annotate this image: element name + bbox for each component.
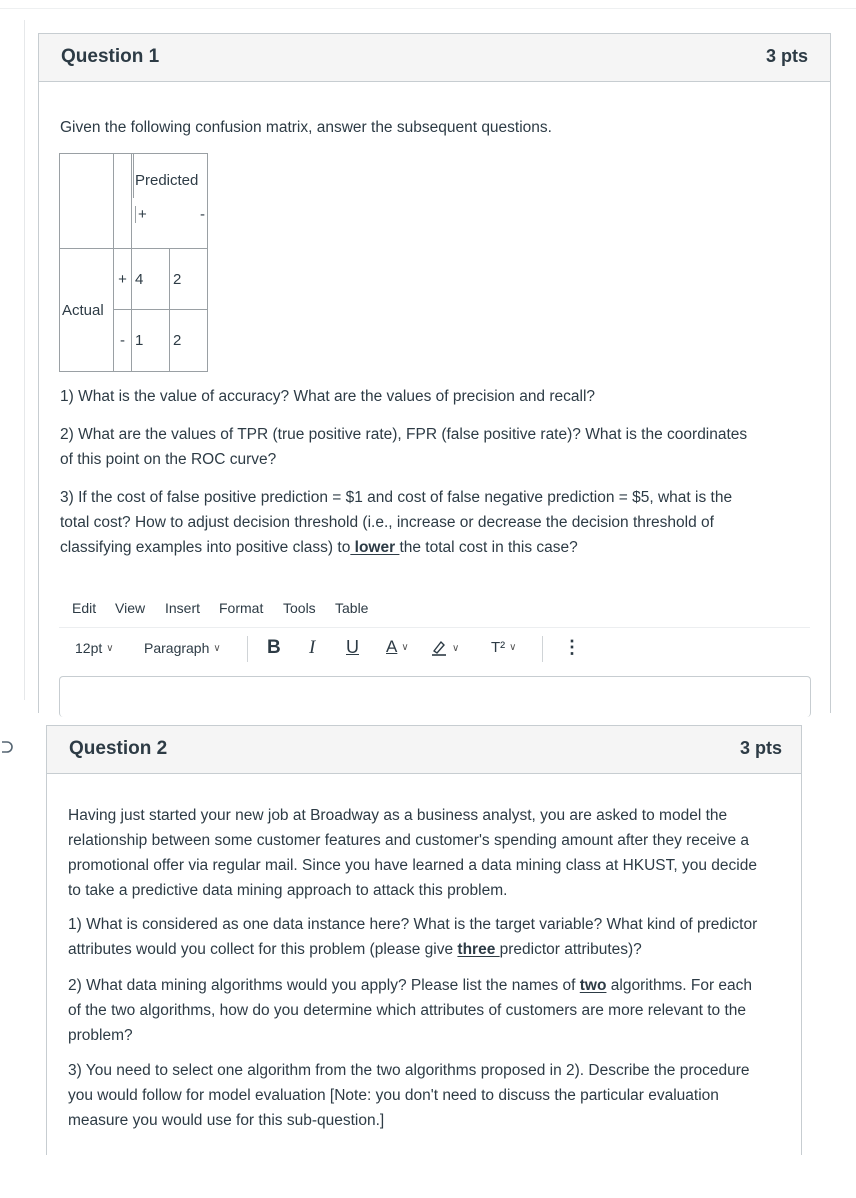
block-format-select[interactable]: Paragraph ∨: [144, 640, 221, 656]
chevron-down-icon: ∨: [452, 643, 460, 654]
question-1-part-2: 2) What are the values of TPR (true positive rate), FPR (false positive rate)? What is the coordinates of this point on the ROC curve?: [60, 426, 748, 468]
question-2-header: [47, 726, 801, 774]
actual-negative: -: [114, 310, 132, 372]
question-2-title: Question 2: [69, 738, 168, 759]
bold-button[interactable]: B: [267, 637, 281, 658]
actual-label-cell: [60, 249, 114, 372]
confusion-matrix: [59, 153, 208, 372]
question-1-card: [38, 33, 831, 713]
menubar-divider: [59, 627, 810, 628]
emphasis-lower: lower: [350, 539, 400, 556]
actual-positive: +: [114, 249, 132, 310]
predicted-header: [132, 154, 208, 249]
toolbar-separator: [542, 636, 543, 662]
menu-table[interactable]: Table: [335, 600, 369, 616]
menu-tools[interactable]: Tools: [283, 600, 316, 616]
question-2-part-1: 1) What is considered as one data instance here? What is the target variable? What kind of predictor attributes would you collect for this problem (please give three predictor attributes)?: [68, 916, 758, 958]
question-2-intro: Having just started your new job at Broadway as a business analyst, you are asked to model the relationship between some customer features and customer's spending amount after they receive a promotional offer via regular mail. Since you have learned a data mining class at HKUST, you decide to take a predictive data mining approach to attack this problem.: [68, 807, 757, 899]
predicted-positive: +: [135, 206, 152, 223]
more-options-icon[interactable]: ⋮: [563, 637, 581, 657]
toolbar-separator: [247, 636, 248, 662]
question-1-title: Question 1: [61, 46, 160, 67]
editor-menubar: [72, 600, 812, 624]
highlight-color-button[interactable]: [430, 638, 459, 656]
cell-fn: 2: [170, 249, 208, 310]
predicted-label: Predicted: [135, 172, 199, 189]
question-1-header: [39, 34, 830, 82]
question-arrow-icon: [0, 739, 14, 755]
matrix-corner-2: [114, 154, 132, 249]
italic-button[interactable]: I: [309, 637, 316, 658]
editor-toolbar: [75, 638, 795, 668]
chevron-down-icon: ∨: [106, 643, 114, 654]
question-1-intro: Given the following confusion matrix, answer the subsequent questions.: [60, 119, 552, 136]
question-2-part-2: 2) What data mining algorithms would you apply? Please list the names of two algorithms. For each of the two algorithms, how do you determine which attributes of customers are more relevant to the problem?: [68, 977, 753, 1044]
matrix-corner: [60, 154, 114, 249]
emphasis-two: two: [579, 977, 607, 994]
font-color-icon: A: [386, 637, 398, 656]
page-divider-top: [0, 8, 856, 9]
cell-tn: 2: [170, 310, 208, 372]
answer-editor-body[interactable]: [59, 676, 811, 717]
question-2-card: [46, 725, 802, 1155]
highlighter-icon: [430, 638, 448, 656]
emphasis-three: three: [457, 941, 500, 958]
question-1-part-1: 1) What is the value of accuracy? What are the values of precision and recall?: [60, 388, 596, 405]
question-1-part-3: 3) If the cost of false positive prediction = $1 and cost of false negative prediction = $5, what is the total cost? How to adjust decision threshold (i.e., increase or decrease the decision threshold of classifying examples into positive class) to lower the total cost in this case?: [60, 489, 733, 556]
question-2-part-3: 3) You need to select one algorithm from the two algorithms proposed in 2). Describe the procedure you would follow for model evaluation [Note: you don't need to discuss the particular evaluation measure you would use for this sub-question.]: [68, 1062, 750, 1129]
menu-view[interactable]: View: [115, 600, 146, 616]
left-gutter-line: [24, 20, 25, 700]
question-2-points: 3 pts: [739, 738, 782, 758]
predicted-negative: -: [200, 206, 205, 223]
chevron-down-icon: ∨: [213, 643, 221, 654]
menu-format[interactable]: Format: [219, 600, 264, 616]
font-size-select[interactable]: 12pt ∨: [75, 640, 114, 656]
cell-tp: 4: [132, 249, 170, 310]
menu-edit[interactable]: Edit: [72, 600, 97, 616]
question-1-points: 3 pts: [765, 46, 808, 66]
underline-button[interactable]: U: [346, 637, 359, 657]
font-color-button[interactable]: [386, 637, 409, 657]
menu-insert[interactable]: Insert: [165, 600, 201, 616]
cell-fp: 1: [132, 310, 170, 372]
chevron-down-icon: ∨: [509, 642, 517, 653]
actual-label: Actual: [62, 301, 104, 319]
superscript-button[interactable]: T² ∨: [491, 639, 517, 656]
chevron-down-icon: ∨: [401, 642, 409, 653]
